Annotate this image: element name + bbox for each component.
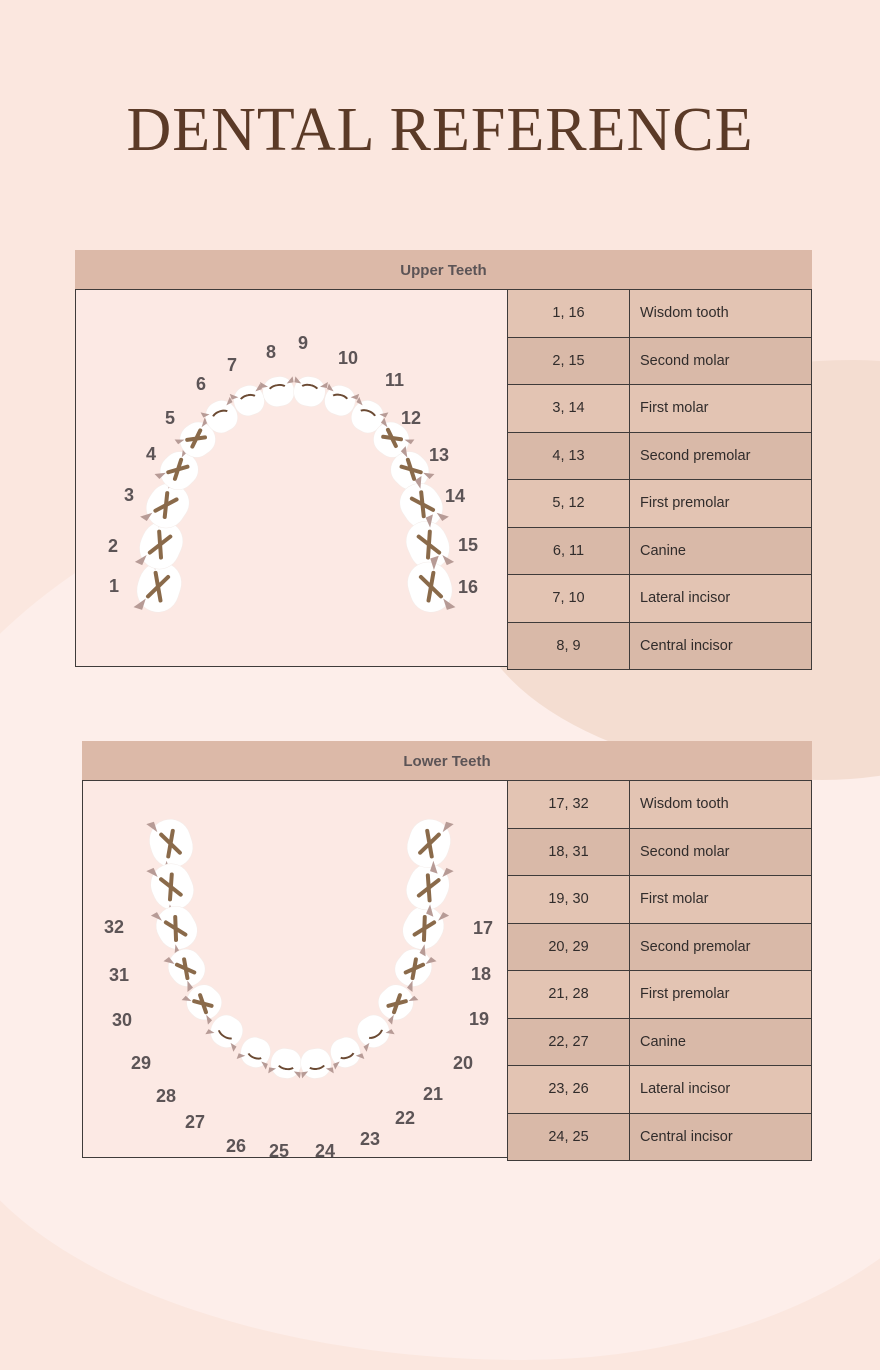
table-row [508,575,812,623]
tooth-9 [292,375,328,409]
tooth-17 [402,814,456,872]
legend-name: Central incisor [630,622,812,670]
table-row [508,385,812,433]
legend-name: Second molar [630,828,812,876]
legend-name: Lateral incisor [630,1066,812,1114]
legend-code: 7, 10 [508,575,630,623]
legend-code: 8, 9 [508,622,630,670]
legend-code: 18, 31 [508,828,630,876]
tooth-25 [269,1047,303,1080]
table-row [508,876,812,924]
upper-teeth-header: Upper Teeth [75,250,812,289]
tooth-16 [402,557,457,618]
legend-code: 6, 11 [508,527,630,575]
tooth-23 [327,1034,364,1071]
tooth-number-27: 27 [185,1112,206,1132]
table-row [508,971,812,1019]
lower-teeth-panel [82,741,812,1161]
legend-name: Wisdom tooth [630,290,812,338]
tooth-number-24: 24 [315,1141,336,1158]
lower-teeth-header: Lower Teeth [82,741,812,780]
upper-teeth-panel [75,250,812,670]
tooth-number-14: 14 [445,486,466,506]
tooth-number-28: 28 [156,1086,177,1106]
lower-teeth-diagram [82,780,507,1158]
tooth-number-22: 22 [395,1108,416,1128]
tooth-number-4: 4 [146,444,157,464]
upper-teeth-diagram [75,289,507,667]
legend-code: 20, 29 [508,923,630,971]
legend-code: 4, 13 [508,432,630,480]
lower-teeth-body [82,780,812,1161]
table-row [508,1066,812,1114]
tooth-number-1: 1 [109,576,120,596]
tooth-number-15: 15 [458,535,479,555]
legend-name: Second premolar [630,923,812,971]
legend-name: Lateral incisor [630,575,812,623]
tooth-number-26: 26 [226,1136,247,1156]
tooth-number-23: 23 [360,1129,381,1149]
tooth-number-11: 11 [385,370,405,390]
legend-name: First molar [630,385,812,433]
tooth-number-25: 25 [269,1141,290,1158]
table-row [508,622,812,670]
legend-code: 23, 26 [508,1066,630,1114]
legend-name: Second molar [630,337,812,385]
legend-code: 5, 12 [508,480,630,528]
page-title: DENTAL REFERENCE [126,96,754,164]
tooth-number-30: 30 [112,1010,133,1030]
tooth-24 [299,1047,333,1080]
legend-name: Central incisor [630,1113,812,1161]
tooth-number-5: 5 [165,408,176,428]
tooth-number-3: 3 [124,485,135,505]
table-row [508,480,812,528]
legend-code: 2, 15 [508,337,630,385]
legend-code: 21, 28 [508,971,630,1019]
legend-name: First premolar [630,971,812,1019]
table-row [508,923,812,971]
tooth-number-16: 16 [458,577,479,597]
tooth-number-10: 10 [338,348,359,368]
legend-code: 19, 30 [508,876,630,924]
tooth-8 [261,375,297,409]
legend-code: 24, 25 [508,1113,630,1161]
table-row [508,337,812,385]
table-row [508,781,812,829]
tooth-number-12: 12 [401,408,422,428]
tooth-number-29: 29 [131,1053,152,1073]
table-row [508,432,812,480]
legend-name: First premolar [630,480,812,528]
tooth-number-9: 9 [298,333,309,353]
tooth-26 [237,1034,274,1071]
upper-teeth-body [75,289,812,670]
legend-name: First molar [630,876,812,924]
legend-code: 17, 32 [508,781,630,829]
legend-code: 1, 16 [508,290,630,338]
legend-name: Canine [630,527,812,575]
tooth-number-21: 21 [423,1084,444,1104]
tooth-number-6: 6 [196,374,207,394]
legend-code: 3, 14 [508,385,630,433]
tooth-30 [149,900,203,956]
tooth-number-8: 8 [266,342,277,362]
tooth-number-13: 13 [429,445,450,465]
tooth-number-19: 19 [469,1009,490,1029]
tooth-number-31: 31 [109,965,130,985]
tooth-number-17: 17 [473,918,494,938]
table-row [508,1018,812,1066]
tooth-number-18: 18 [471,964,492,984]
table-row [508,290,812,338]
tooth-number-7: 7 [227,355,238,375]
legend-name: Second premolar [630,432,812,480]
legend-code: 22, 27 [508,1018,630,1066]
tooth-number-32: 32 [104,917,125,937]
upper-teeth-legend-table [507,289,812,670]
tooth-number-2: 2 [108,536,119,556]
legend-name: Wisdom tooth [630,781,812,829]
legend-name: Canine [630,1018,812,1066]
lower-teeth-legend-table [507,780,812,1161]
table-row [508,527,812,575]
table-row [508,1113,812,1161]
tooth-number-20: 20 [453,1053,474,1073]
table-row [508,828,812,876]
